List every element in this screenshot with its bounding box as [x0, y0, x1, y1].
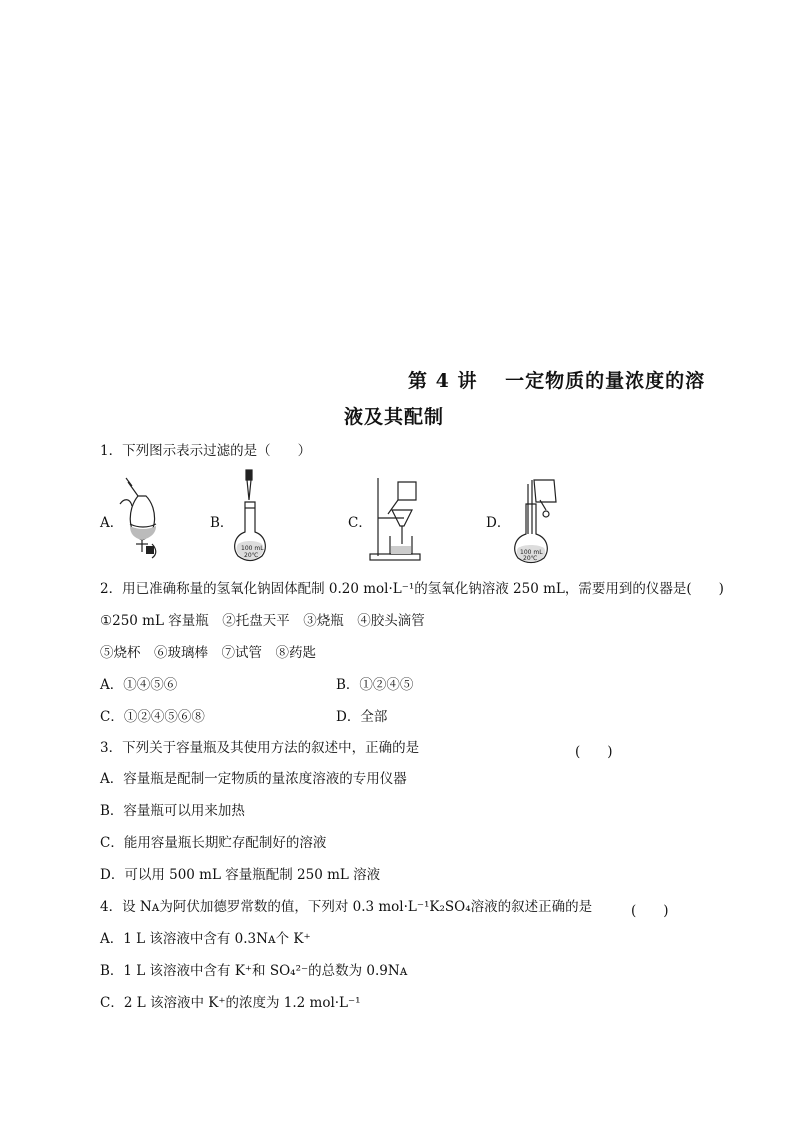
q2-items-line2: ⑤烧杯 ⑥玻璃棒 ⑦试管 ⑧药匙 — [100, 645, 316, 661]
q1-option-c-label: C． — [348, 515, 372, 531]
flask-b-volume-mark: 100 mL — [241, 545, 264, 552]
q1-figure-c-filtration-setup — [368, 474, 424, 562]
q1-figure-d-transfer-to-flask — [506, 474, 562, 564]
q3-answer-paren: ( ) — [575, 744, 613, 760]
q3-option-d: D．可以用 500 mL 容量瓶配制 250 mL 溶液 — [100, 867, 381, 883]
flask-d-temp-mark: 20℃ — [523, 555, 538, 562]
q3-option-c: C．能用容量瓶长期贮存配制好的溶液 — [100, 835, 327, 851]
q3-option-b: B．容量瓶可以用来加热 — [100, 803, 245, 819]
q2-items-line1: ①250 mL 容量瓶 ②托盘天平 ③烧瓶 ④胶头滴管 — [100, 613, 425, 629]
q4-option-b: B．1 L 该溶液中含有 K⁺和 SO₄²⁻的总数为 0.9Nᴀ — [100, 963, 408, 979]
q2-option-a: A．①④⑤⑥ — [100, 677, 178, 693]
q1-figure-b-volumetric-flask-dropper — [228, 468, 272, 564]
q4-option-c: C．2 L 该溶液中 K⁺的浓度为 1.2 mol·L⁻¹ — [100, 995, 361, 1011]
lesson-title-line2: 液及其配制 — [344, 406, 445, 428]
q1-option-b-label: B． — [210, 515, 234, 531]
q2-stem: 2．用已准确称量的氢氧化钠固体配制 0.20 mol·L⁻¹的氢氧化钠溶液 250 mL，需要用到的仪器是( ) — [100, 581, 724, 597]
q1-stem: 1．下列图示表示过滤的是（ ） — [100, 443, 312, 459]
q1-figure-a-separatory-funnel — [118, 474, 168, 562]
q2-option-b: B．①②④⑤ — [336, 677, 414, 693]
flask-d-volume-mark: 100 mL — [520, 549, 543, 556]
q4-answer-paren: ( ) — [631, 903, 669, 919]
q2-option-d: D．全部 — [336, 709, 388, 725]
q1-option-d-label: D． — [486, 515, 511, 531]
q2-option-c: C．①②④⑤⑥⑧ — [100, 709, 205, 725]
flask-b-temp-mark: 20℃ — [244, 552, 259, 559]
q4-option-a: A．1 L 该溶液中含有 0.3Nᴀ个 K⁺ — [100, 931, 311, 947]
lesson-title-line1: 第 4 讲 一定物质的量浓度的溶 — [408, 370, 706, 392]
q1-option-a-label: A． — [100, 515, 124, 531]
q3-stem: 3．下列关于容量瓶及其使用方法的叙述中，正确的是 — [100, 740, 420, 756]
q4-stem: 4．设 Nᴀ为阿伏加德罗常数的值，下列对 0.3 mol·L⁻¹K₂SO₄溶液的叙述正确的是 — [100, 899, 593, 915]
q3-option-a: A．容量瓶是配制一定物质的量浓度溶液的专用仪器 — [100, 771, 407, 787]
